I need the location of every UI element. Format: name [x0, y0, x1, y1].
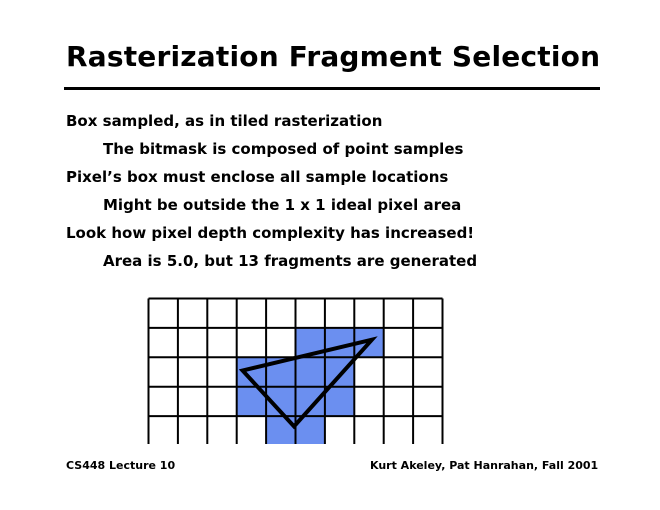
bullet-1: Box sampled, as in tiled rasterization	[66, 112, 383, 130]
slide-title: Rasterization Fragment Selection	[66, 40, 601, 73]
footer-course: CS448 Lecture 10	[66, 459, 176, 472]
fragment-cell	[325, 328, 354, 357]
fragment-cell	[296, 357, 325, 386]
fragment-cell	[325, 387, 354, 416]
rasterization-figure	[147, 297, 444, 448]
sub-bullet-2: Might be outside the 1 x 1 ideal pixel area	[103, 196, 462, 214]
bullet-2: Pixel’s box must enclose all sample locations	[66, 168, 449, 186]
footer-authors: Kurt Akeley, Pat Hanrahan, Fall 2001	[370, 459, 599, 472]
sub-bullet-1: The bitmask is composed of point samples	[103, 140, 464, 158]
title-underline	[64, 87, 600, 90]
bullet-3: Look how pixel depth complexity has increased!	[66, 224, 475, 242]
pixel-grid	[147, 297, 444, 444]
sub-bullet-3: Area is 5.0, but 13 fragments are generated	[103, 252, 478, 270]
fragment-cell	[296, 387, 325, 416]
